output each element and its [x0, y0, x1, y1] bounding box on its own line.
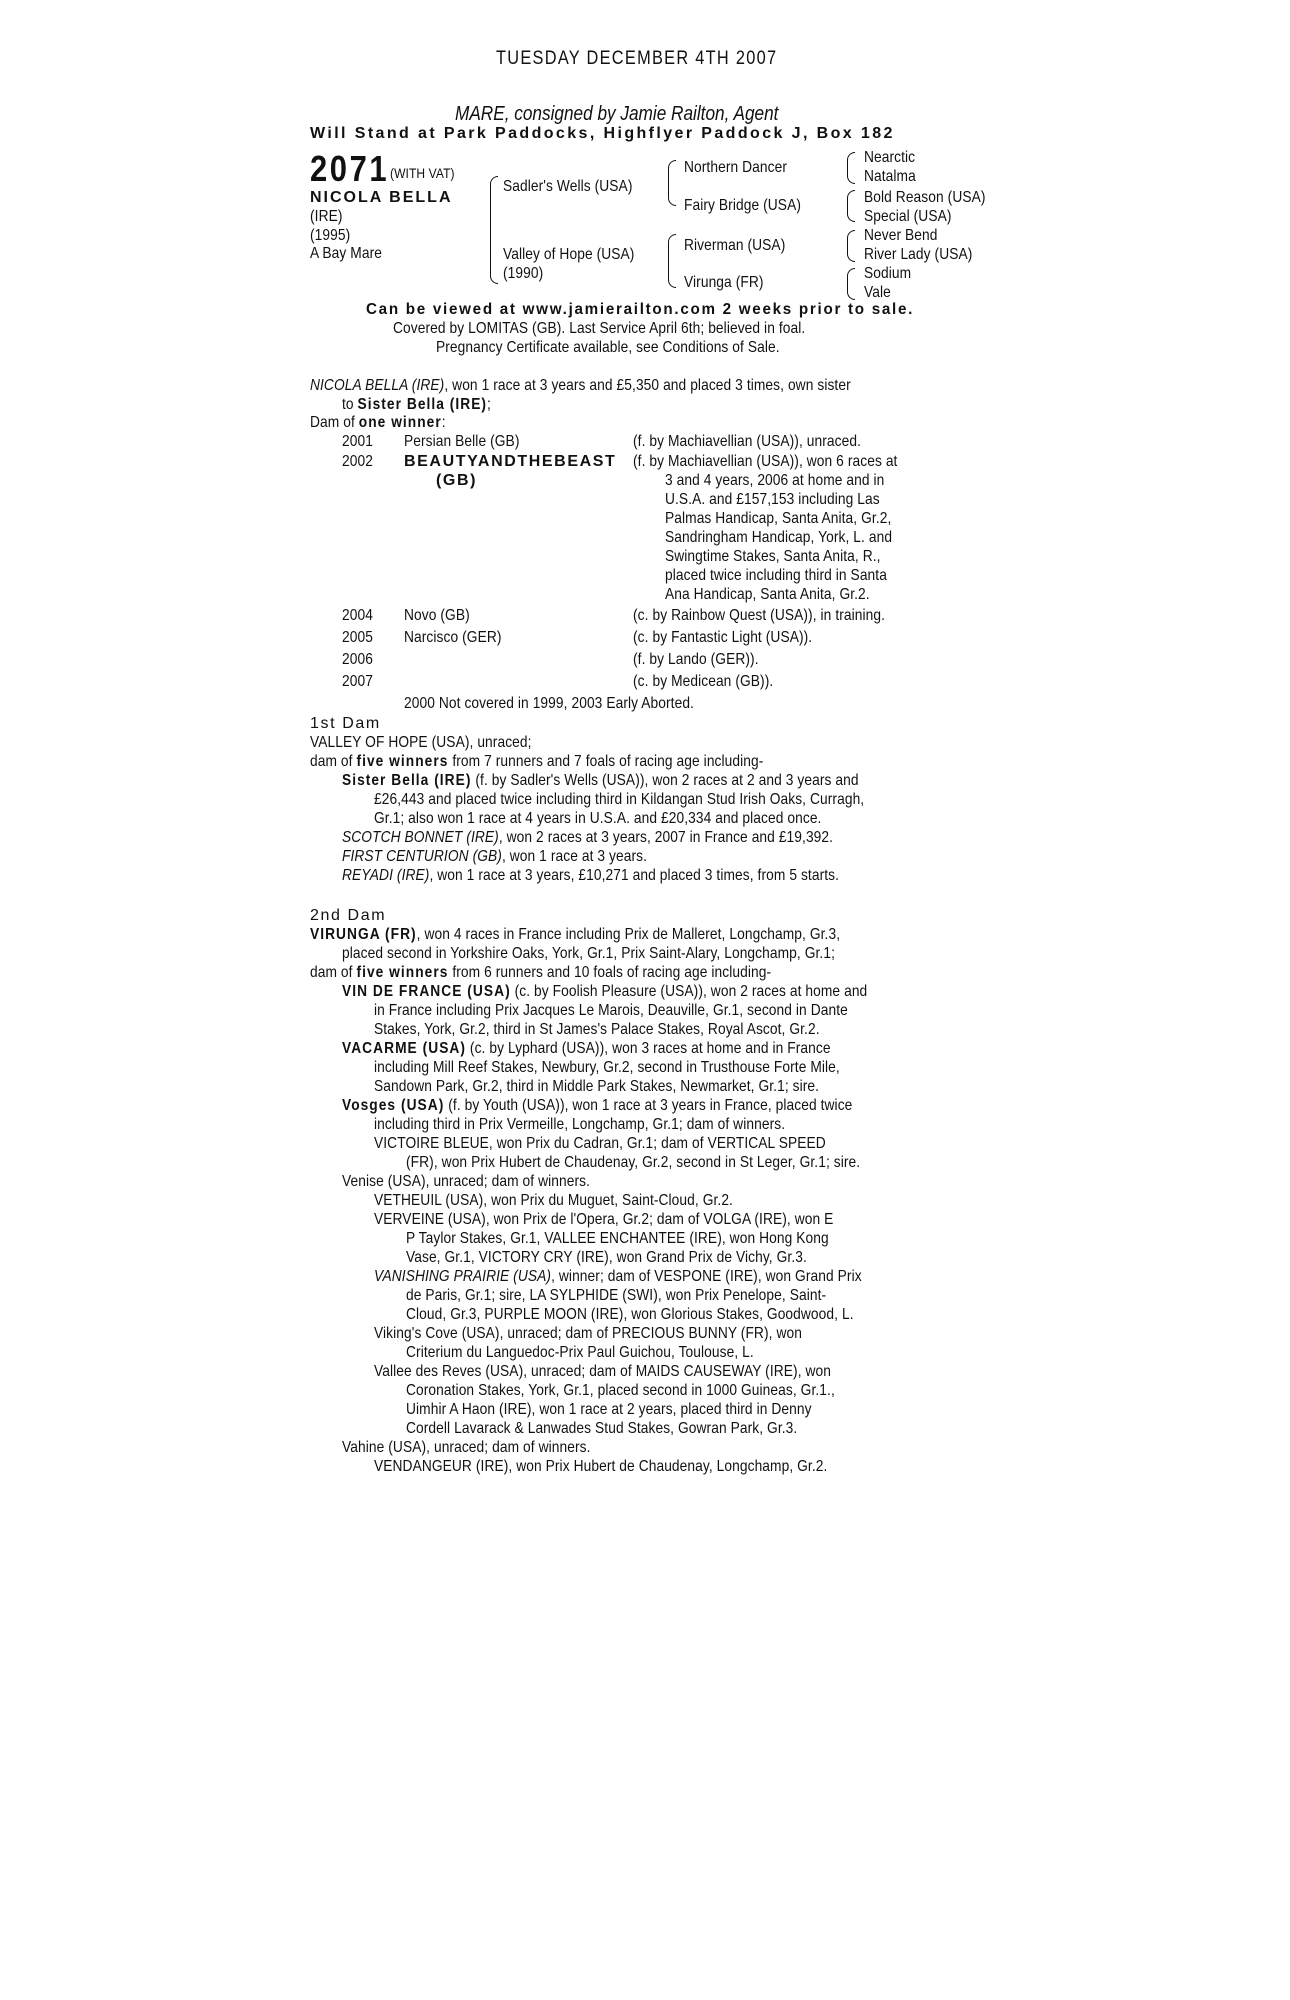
- verveine-line-3: Vase, Gr.1, VICTORY CRY (IRE), won Grand Prix de Vichy, Gr.3.: [406, 1249, 807, 1266]
- pedigree-gen3-bold-reason: Bold Reason (USA): [864, 189, 986, 206]
- sister-bella-line-2: £26,443 and placed twice including third in Kildangan Stud Irish Oaks, Curragh,: [374, 791, 865, 808]
- produce-details-2002-line-3: U.S.A. and £157,153 including Las: [665, 491, 880, 508]
- reyadi-text: , won 1 race at 3 years, £10,271 and placed 3 times, from 5 starts.: [429, 867, 840, 884]
- pedigree-dam-sire: Riverman (USA): [684, 237, 786, 254]
- pedigree-gen3-natalma: Natalma: [864, 168, 916, 185]
- first-dam-of-pre: dam of: [310, 753, 357, 770]
- pedigree-dam: Valley of Hope (USA): [503, 246, 635, 263]
- first-dam-winners-count: five winners: [356, 753, 449, 770]
- victoire-bleue-line-2: (FR), won Prix Hubert de Chaudenay, Gr.2, second in St Leger, Gr.1; sire.: [406, 1154, 861, 1171]
- vetheuil-line: VETHEUIL (USA), won Prix du Muguet, Saint-Cloud, Gr.2.: [374, 1192, 733, 1209]
- produce-details-2002-line-1: (f. by Machiavellian (USA)), won 6 races at: [633, 453, 898, 470]
- dam-of-end: :: [441, 414, 446, 431]
- vin-de-france-line-1: [342, 982, 867, 1001]
- vin-de-france-line-2: in France including Prix Jacques Le Marois, Deauville, Gr.1, second in Dante: [374, 1002, 848, 1019]
- pedigree-gen3-sodium: Sodium: [864, 265, 912, 282]
- first-dam-produce-summary: [310, 752, 763, 771]
- vosges-name: Vosges (USA): [342, 1097, 445, 1114]
- produce-details-2001: (f. by Machiavellian (USA)), unraced.: [633, 433, 862, 450]
- pedigree-dam-year: (1990): [503, 265, 544, 282]
- vanishing-prairie-text-1: , winner; dam of VESPONE (IRE), won Grand Prix: [551, 1268, 862, 1285]
- not-covered-note: 2000 Not covered in 1999, 2003 Early Aborted.: [404, 695, 694, 712]
- intro-line-1-text: , won 1 race at 3 years and £5,350 and placed 3 times, own sister: [444, 377, 851, 394]
- vallee-des-reves-line-3: Uimhir A Haon (IRE), won 1 race at 2 years, placed third in Denny: [406, 1401, 812, 1418]
- intro-line-2: [342, 395, 491, 414]
- vanishing-prairie-line-3: Cloud, Gr.3, PURPLE MOON (IRE), won Glorious Stakes, Goodwood, L.: [406, 1306, 854, 1323]
- pedigree-gen3-river-lady: River Lady (USA): [864, 246, 973, 263]
- vikings-cove-line-2: Criterium du Languedoc-Prix Paul Guichou, Toulouse, L.: [406, 1344, 754, 1361]
- second-dam-produce-summary: [310, 963, 771, 982]
- pedigree-gen3-nearctic: Nearctic: [864, 149, 916, 166]
- scotch-bonnet-line: [342, 828, 833, 847]
- reyadi-name: REYADI (IRE): [342, 867, 430, 884]
- horse-name: NICOLA BELLA: [310, 189, 453, 206]
- produce-details-2007: (c. by Medicean (GB)).: [633, 673, 774, 690]
- second-dam-winners-count: five winners: [356, 964, 449, 981]
- vacarme-text-1: (c. by Lyphard (USA)), won 3 races at home and in France: [466, 1040, 831, 1057]
- produce-name-2001: Persian Belle (GB): [404, 433, 520, 450]
- first-centurion-text: , won 1 race at 3 years.: [501, 848, 648, 865]
- pedigree-sire-sire: Northern Dancer: [684, 159, 788, 176]
- second-dam-of-end: from 6 runners and 10 foals of racing age including-: [448, 964, 772, 981]
- pedigree-gen3-brace-4: [847, 268, 855, 300]
- consignor-line: MARE, consigned by Jamie Railton, Agent: [455, 103, 779, 125]
- pregnancy-note: Pregnancy Certificate available, see Conditions of Sale.: [436, 339, 780, 356]
- produce-name-2002: BEAUTYANDTHEBEAST: [404, 453, 617, 470]
- second-dam-of-pre: dam of: [310, 964, 357, 981]
- second-dam-line-1: [310, 925, 840, 944]
- vanishing-prairie-line-1: [374, 1267, 862, 1286]
- sister-bella-line-1: [342, 771, 859, 790]
- pedigree-sire: Sadler's Wells (USA): [503, 178, 633, 195]
- produce-details-2002-line-4: Palmas Handicap, Santa Anita, Gr.2,: [665, 510, 892, 527]
- venise-line: Venise (USA), unraced; dam of winners.: [342, 1173, 591, 1190]
- produce-year-2001: 2001: [342, 433, 373, 450]
- covered-note: Covered by LOMITAS (GB). Last Service April 6th; believed in foal.: [393, 320, 806, 337]
- vallee-des-reves-line-4: Cordell Lavarack & Lanwades Stud Stakes, Gowran Park, Gr.3.: [406, 1420, 798, 1437]
- vosges-text-1: (f. by Youth (USA)), won 1 race at 3 years in France, placed twice: [444, 1097, 853, 1114]
- intro-sister-name: Sister Bella (IRE): [357, 396, 488, 413]
- dam-of-line: [310, 413, 446, 432]
- vin-de-france-line-3: Stakes, York, Gr.2, third in St James's Palace Stakes, Royal Ascot, Gr.2.: [374, 1021, 820, 1038]
- first-centurion-name: FIRST CENTURION (GB): [342, 848, 502, 865]
- virunga-name: VIRUNGA (FR): [310, 926, 417, 943]
- produce-details-2002-line-7: placed twice including third in Santa: [665, 567, 887, 584]
- stand-location: Will Stand at Park Paddocks, Highflyer Paddock J, Box 182: [310, 125, 895, 142]
- horse-description: A Bay Mare: [310, 245, 382, 262]
- pedigree-sire-brace: [668, 160, 676, 206]
- vacarme-line-3: Sandown Park, Gr.2, third in Middle Park Stakes, Newmarket, Gr.1; sire.: [374, 1078, 820, 1095]
- first-centurion-line: [342, 847, 647, 866]
- verveine-line-1: VERVEINE (USA), won Prix de l'Opera, Gr.2; dam of VOLGA (IRE), won E: [374, 1211, 834, 1228]
- vallee-des-reves-line-2: Coronation Stakes, York, Gr.1, placed second in 1000 Guineas, Gr.1.,: [406, 1382, 835, 1399]
- pedigree-gen3-special: Special (USA): [864, 208, 952, 225]
- sister-bella-text-1: (f. by Sadler's Wells (USA)), won 2 races at 2 and 3 years and: [471, 772, 859, 789]
- produce-details-2002-line-6: Swingtime Stakes, Santa Anita, R.,: [665, 548, 881, 565]
- vacarme-line-2: including Mill Reef Stakes, Newbury, Gr.2, second in Trusthouse Forte Mile,: [374, 1059, 840, 1076]
- second-dam-line-2: placed second in Yorkshire Oaks, York, Gr.1, Prix Saint-Alary, Longchamp, Gr.1;: [342, 945, 835, 962]
- produce-details-2002-line-5: Sandringham Handicap, York, L. and: [665, 529, 893, 546]
- produce-year-2007: 2007: [342, 673, 373, 690]
- vendangeur-line: VENDANGEUR (IRE), won Prix Hubert de Chaudenay, Longchamp, Gr.2.: [374, 1458, 828, 1475]
- produce-year-2006: 2006: [342, 651, 373, 668]
- vin-de-france-name: VIN DE FRANCE (USA): [342, 983, 511, 1000]
- vat-note: (WITH VAT): [390, 165, 455, 181]
- vosges-line-2: including third in Prix Vermeille, Longchamp, Gr.1; dam of winners.: [374, 1116, 786, 1133]
- produce-year-2004: 2004: [342, 607, 373, 624]
- vosges-line-1: [342, 1096, 852, 1115]
- intro-line-2-pre: to: [342, 396, 358, 413]
- scotch-bonnet-name: SCOTCH BONNET (IRE): [342, 829, 499, 846]
- produce-details-2006: (f. by Lando (GER)).: [633, 651, 759, 668]
- vin-de-france-text-1: (c. by Foolish Pleasure (USA)), won 2 races at home and: [510, 983, 868, 1000]
- scotch-bonnet-text: , won 2 races at 3 years, 2007 in France and £19,392.: [498, 829, 834, 846]
- vacarme-name: VACARME (USA): [342, 1040, 467, 1057]
- vacarme-line-1: [342, 1039, 831, 1058]
- intro-line-2-end: ;: [487, 396, 491, 413]
- pedigree-gen3-brace-1: [847, 152, 855, 184]
- sister-bella-line-3: Gr.1; also won 1 race at 4 years in U.S.A. and £20,334 and placed once.: [374, 810, 822, 827]
- first-dam-heading: 1st Dam: [310, 715, 381, 732]
- vallee-des-reves-line-1: Vallee des Reves (USA), unraced; dam of MAIDS CAUSEWAY (IRE), won: [374, 1363, 832, 1380]
- viewing-note: Can be viewed at www.jamierailton.com 2 weeks prior to sale.: [366, 301, 915, 318]
- horse-year: (1995): [310, 227, 351, 244]
- vanishing-prairie-line-2: de Paris, Gr.1; sire, LA SYLPHIDE (SWI), won Prix Penelope, Saint-: [406, 1287, 827, 1304]
- second-dam-line-1-text: , won 4 races in France including Prix de Malleret, Longchamp, Gr.3,: [416, 926, 841, 943]
- pedigree-dam-brace: [668, 234, 676, 288]
- produce-name-2005: Narcisco (GER): [404, 629, 502, 646]
- reyadi-line: [342, 866, 839, 885]
- second-dam-heading: 2nd Dam: [310, 907, 387, 924]
- pedigree-gen3-brace-3: [847, 230, 855, 262]
- pedigree-main-brace: [490, 176, 498, 284]
- first-dam-name-line: VALLEY OF HOPE (USA), unraced;: [310, 734, 532, 751]
- vanishing-prairie-name: VANISHING PRAIRIE (USA): [374, 1268, 552, 1285]
- pedigree-sire-dam: Fairy Bridge (USA): [684, 197, 802, 214]
- produce-year-2002: 2002: [342, 453, 373, 470]
- produce-year-2005: 2005: [342, 629, 373, 646]
- pedigree-gen3-vale: Vale: [864, 284, 891, 301]
- vahine-line: Vahine (USA), unraced; dam of winners.: [342, 1439, 591, 1456]
- vikings-cove-line-1: Viking's Cove (USA), unraced; dam of PRECIOUS BUNNY (FR), won: [374, 1325, 802, 1342]
- sale-date-heading: TUESDAY DECEMBER 4TH 2007: [496, 48, 778, 69]
- dam-of-count: one winner: [358, 414, 442, 431]
- produce-name-2004: Novo (GB): [404, 607, 470, 624]
- intro-horse-name: NICOLA BELLA (IRE): [310, 377, 445, 394]
- produce-name-2002-country: (GB): [436, 472, 478, 489]
- produce-details-2005: (c. by Fantastic Light (USA)).: [633, 629, 813, 646]
- lot-number: 2071: [310, 148, 390, 189]
- produce-details-2002-line-2: 3 and 4 years, 2006 at home and in: [665, 472, 885, 489]
- first-dam-of-end: from 7 runners and 7 foals of racing age including-: [448, 753, 764, 770]
- victoire-bleue-line-1: VICTOIRE BLEUE, won Prix du Cadran, Gr.1; dam of VERTICAL SPEED: [374, 1135, 826, 1152]
- produce-details-2004: (c. by Rainbow Quest (USA)), in training.: [633, 607, 886, 624]
- horse-country: (IRE): [310, 208, 343, 225]
- dam-of-pre: Dam of: [310, 414, 359, 431]
- intro-line-1: [310, 376, 851, 395]
- pedigree-gen3-never-bend: Never Bend: [864, 227, 938, 244]
- produce-details-2002-line-8: Ana Handicap, Santa Anita, Gr.2.: [665, 586, 870, 603]
- pedigree-gen3-brace-2: [847, 190, 855, 222]
- pedigree-dam-dam: Virunga (FR): [684, 274, 764, 291]
- verveine-line-2: P Taylor Stakes, Gr.1, VALLEE ENCHANTEE (IRE), won Hong Kong: [406, 1230, 829, 1247]
- sister-bella-name: Sister Bella (IRE): [342, 772, 472, 789]
